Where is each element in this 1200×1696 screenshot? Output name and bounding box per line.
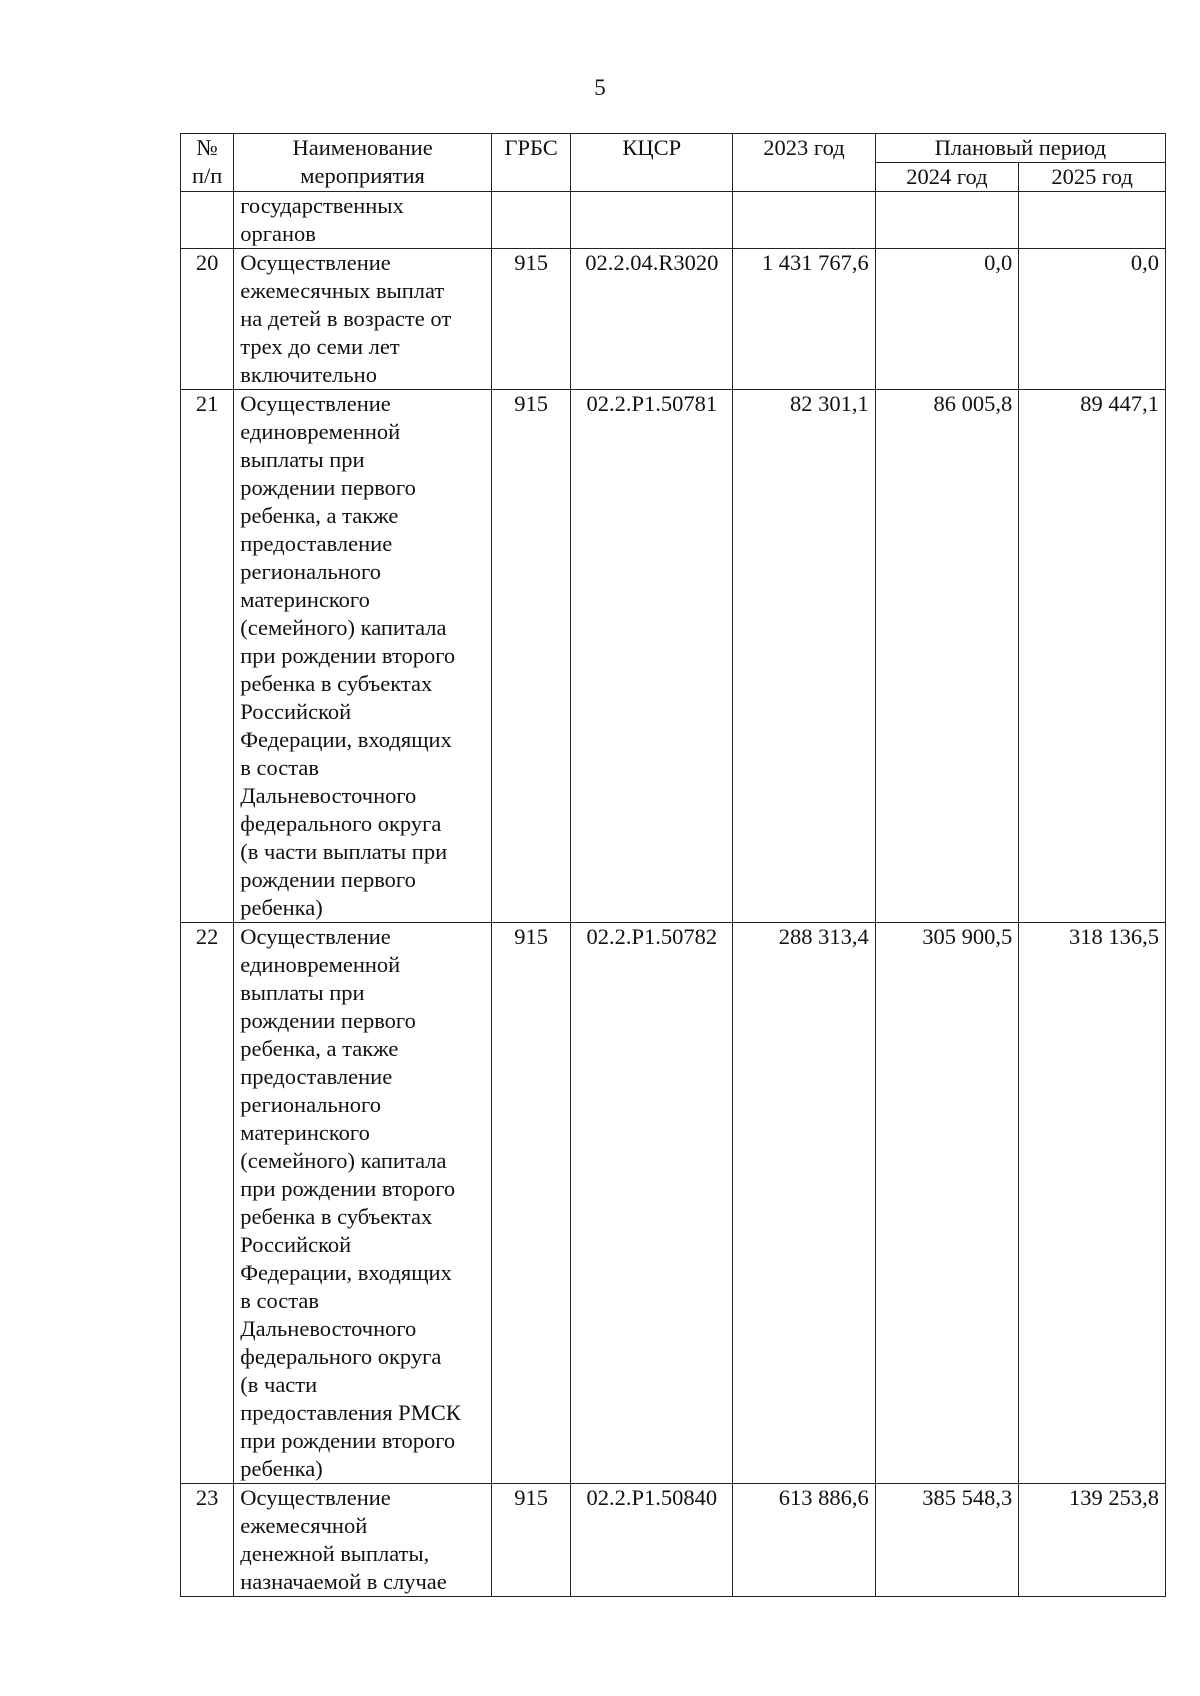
cell-2023: 1 431 767,6 bbox=[733, 249, 875, 390]
name-line: при рождении второго bbox=[240, 643, 456, 668]
cell-2024 bbox=[875, 192, 1019, 249]
cell-2025: 0,0 bbox=[1019, 249, 1166, 390]
cell-2025: 318 136,5 bbox=[1019, 923, 1166, 1484]
cell-name bbox=[234, 249, 492, 390]
name-line: ребенка) bbox=[240, 895, 323, 920]
table-row bbox=[181, 923, 1166, 1484]
name-line: (в части выплаты при bbox=[240, 839, 448, 864]
name-line: Российской bbox=[240, 1232, 352, 1257]
page-number: 5 bbox=[594, 75, 606, 100]
table-header bbox=[181, 134, 1166, 192]
cell-name bbox=[234, 390, 492, 923]
name-line: включительно bbox=[240, 362, 377, 387]
cell-2025: 139 253,8 bbox=[1019, 1484, 1166, 1597]
cell-kcsr: 02.2.04.R3020 bbox=[571, 249, 733, 390]
cell-grbs: 915 bbox=[491, 390, 570, 923]
table-row bbox=[181, 390, 1166, 923]
name-line: рождении первого bbox=[240, 1008, 416, 1033]
name-line: Осуществление bbox=[240, 391, 391, 416]
name-line: выплаты при bbox=[240, 447, 365, 472]
header-plan-period: Плановый период bbox=[875, 134, 1165, 163]
name-line: на детей в возрасте от bbox=[240, 306, 452, 331]
cell-grbs: 915 bbox=[491, 249, 570, 390]
cell-num bbox=[181, 192, 234, 249]
cell-2024: 305 900,5 bbox=[875, 923, 1019, 1484]
cell-2024: 86 005,8 bbox=[875, 390, 1019, 923]
cell-grbs bbox=[491, 192, 570, 249]
name-line: (семейного) капитала bbox=[240, 615, 447, 640]
name-line: ребенка, а также bbox=[240, 503, 399, 528]
name-line: органов bbox=[240, 221, 316, 246]
name-line: ежемесячных выплат bbox=[240, 278, 445, 303]
header-num: № п/п bbox=[181, 134, 234, 192]
name-line: в состав bbox=[240, 755, 320, 780]
name-line: Федерации, входящих bbox=[240, 1260, 452, 1285]
name-line: трех до семи лет bbox=[240, 334, 400, 359]
cell-name bbox=[234, 192, 492, 249]
cell-2023: 82 301,1 bbox=[733, 390, 875, 923]
name-line: ребенка в субъектах bbox=[240, 671, 433, 696]
budget-table bbox=[180, 133, 1166, 1597]
name-line: при рождении второго bbox=[240, 1176, 456, 1201]
cell-kcsr: 02.2.P1.50840 bbox=[571, 1484, 733, 1597]
cell-kcsr: 02.2.P1.50782 bbox=[571, 923, 733, 1484]
name-line: Осуществление bbox=[240, 250, 391, 275]
cell-num: 23 bbox=[181, 1484, 234, 1597]
cell-num: 20 bbox=[181, 249, 234, 390]
name-line: рождении первого bbox=[240, 867, 416, 892]
table-row bbox=[181, 1484, 1166, 1597]
name-line: денежной выплаты, bbox=[240, 1541, 430, 1566]
name-line: единовременной bbox=[240, 952, 401, 977]
name-line: ежемесячной bbox=[240, 1513, 368, 1538]
name-line: Дальневосточного bbox=[240, 1316, 417, 1341]
name-line: ребенка в субъектах bbox=[240, 1204, 433, 1229]
name-line: материнского bbox=[240, 1120, 370, 1145]
name-line: предоставление bbox=[240, 531, 393, 556]
name-line: регионального bbox=[240, 559, 381, 584]
name-line: при рождении второго bbox=[240, 1428, 456, 1453]
header-2025: 2025 год bbox=[1019, 163, 1166, 192]
cell-grbs: 915 bbox=[491, 1484, 570, 1597]
cell-name bbox=[234, 923, 492, 1484]
name-line: Осуществление bbox=[240, 1485, 391, 1510]
name-line: Дальневосточного bbox=[240, 783, 417, 808]
cell-name bbox=[234, 1484, 492, 1597]
header-name: Наименование мероприятия bbox=[234, 134, 492, 192]
cell-num: 22 bbox=[181, 923, 234, 1484]
name-line: Российской bbox=[240, 699, 352, 724]
name-line: Федерации, входящих bbox=[240, 727, 452, 752]
name-line: выплаты при bbox=[240, 980, 365, 1005]
table-body bbox=[181, 192, 1166, 1597]
cell-2023 bbox=[733, 192, 875, 249]
name-line: в состав bbox=[240, 1288, 320, 1313]
name-line: рождении первого bbox=[240, 475, 416, 500]
name-line: единовременной bbox=[240, 419, 401, 444]
cell-num: 21 bbox=[181, 390, 234, 923]
cell-2025 bbox=[1019, 192, 1166, 249]
cell-2023: 288 313,4 bbox=[733, 923, 875, 1484]
header-grbs: ГРБС bbox=[491, 134, 570, 192]
name-line: федерального округа bbox=[240, 1344, 442, 1369]
header-kcsr: КЦСР bbox=[571, 134, 733, 192]
name-line: ребенка, а также bbox=[240, 1036, 399, 1061]
name-line: (семейного) капитала bbox=[240, 1148, 447, 1173]
name-line: Осуществление bbox=[240, 924, 391, 949]
name-line: регионального bbox=[240, 1092, 381, 1117]
continuation-row bbox=[181, 192, 1166, 249]
name-line: ребенка) bbox=[240, 1456, 323, 1481]
name-line: федерального округа bbox=[240, 811, 442, 836]
cell-2023: 613 886,6 bbox=[733, 1484, 875, 1597]
header-2023: 2023 год bbox=[733, 134, 875, 192]
name-line: государственных bbox=[240, 193, 404, 218]
cell-kcsr bbox=[571, 192, 733, 249]
name-line: предоставления РМСК bbox=[240, 1400, 461, 1425]
table-row bbox=[181, 249, 1166, 390]
name-line: назначаемой в случае bbox=[240, 1569, 447, 1594]
cell-2025: 89 447,1 bbox=[1019, 390, 1166, 923]
name-line: материнского bbox=[240, 587, 370, 612]
cell-grbs: 915 bbox=[491, 923, 570, 1484]
cell-2024: 0,0 bbox=[875, 249, 1019, 390]
cell-2024: 385 548,3 bbox=[875, 1484, 1019, 1597]
name-line: предоставление bbox=[240, 1064, 393, 1089]
cell-kcsr: 02.2.P1.50781 bbox=[571, 390, 733, 923]
header-2024: 2024 год bbox=[875, 163, 1019, 192]
name-line: (в части bbox=[240, 1372, 318, 1397]
